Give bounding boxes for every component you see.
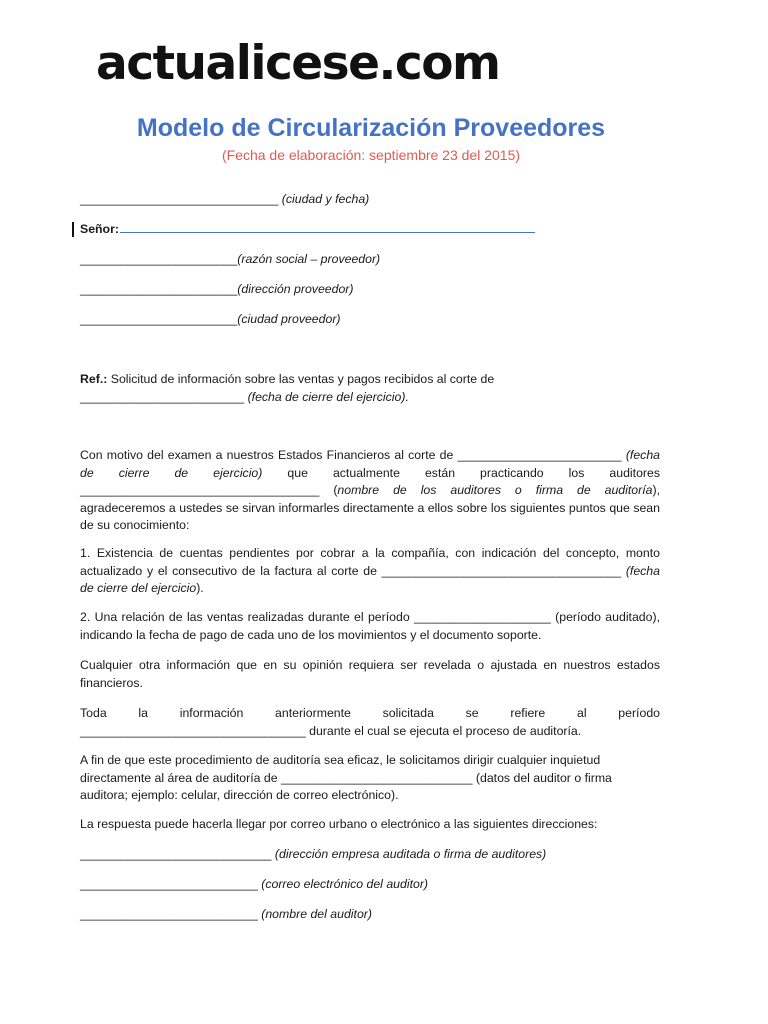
blank-field: _______________________ <box>80 282 238 296</box>
city-date-line <box>80 191 369 208</box>
paragraph-item-1 <box>80 545 660 598</box>
paragraph-other-info: Cualquier otra información que en su opinión requiera ser revelada o ajustada en nuestros estados financieros. <box>80 658 660 690</box>
intro-text: ), agradeceremos a ustedes se sirvan informarles directamente a ellos sobre los siguientes puntos que sean de su conocimiento: <box>80 483 661 532</box>
paragraph-period: Toda la información anteriormente solicitada se refiere al período _________________________________ durante el cual se ejecuta el proceso de auditoría. <box>80 706 660 738</box>
blank-field: __________________________ <box>80 907 258 921</box>
document-subtitle: (Fecha de elaboración: septiembre 23 del 2015) <box>221 147 521 163</box>
auditor-email-label: (correo electrónico del auditor) <box>261 877 429 891</box>
supplier-address-label: (dirección proveedor) <box>237 282 354 296</box>
intro-text: que actualmente están practicando los auditores <box>287 465 660 480</box>
company-address-label: (dirección empresa auditada o firma de auditores) <box>274 847 547 861</box>
supplier-city-line <box>80 311 341 328</box>
item-1-text: 1. Existencia de cuentas pendientes por cobrar a la compañía, con indicación del concepto, monto actualizado y el consecutivo de la factura al corte de ___________________________________ <box>80 546 660 578</box>
recipient-line <box>80 221 535 238</box>
intro-italic: nombre de los auditores o firma de auditoría <box>337 483 653 497</box>
blank-field: _____________________________ <box>80 192 279 206</box>
company-name-line <box>80 251 380 268</box>
paragraph-audit-contact: A fin de que este procedimiento de auditoría sea eficaz, le solicitamos dirigir cualquier inquietud directamente al área de auditoría de ____________________________ (datos del auditor o firma auditora; ejemplo: celular, dirección de correo electrónico). <box>80 753 612 802</box>
document-title: Modelo de Circularización Proveedores <box>136 114 606 142</box>
text-cursor <box>72 222 74 237</box>
item-1-italic: (fecha de cierre del ejercicio <box>80 563 660 595</box>
senor-label: Señor: <box>80 222 119 236</box>
auditor-email-line <box>80 876 428 893</box>
auditor-name-line <box>80 906 372 923</box>
blank-field: ____________________________ <box>80 847 272 861</box>
site-logo: actualicese.com <box>96 36 500 91</box>
supplier-address-line <box>80 281 354 298</box>
reference-text: Solicitud de información sobre las ventas y pagos recibidos al corte de <box>110 372 495 386</box>
paragraph-response: La respuesta puede hacerla llegar por correo urbano o electrónico a las siguientes direcciones: <box>80 817 598 831</box>
company-name-label: (razón social – proveedor) <box>237 252 381 266</box>
city-date-label: (ciudad y fecha) <box>281 192 370 206</box>
paragraph-item-2: 2. Una relación de las ventas realizadas durante el período ____________________ (período auditado), indicando la fecha de pago de cada uno de los movimientos y el documento soporte. <box>80 610 660 642</box>
paragraph-intro <box>80 447 660 535</box>
auditor-name-label: (nombre del auditor) <box>261 907 372 921</box>
reference-paragraph <box>80 371 660 406</box>
blank-field: ________________________ <box>80 389 245 404</box>
reference-label: Ref.: <box>80 372 108 386</box>
intro-text: ___________________________________ ( <box>80 483 338 497</box>
item-1-text: ). <box>196 581 204 595</box>
intro-text: Con motivo del examen a nuestros Estados Financieros al corte de ________________________ <box>80 448 622 462</box>
blank-field: _______________________ <box>80 312 238 326</box>
company-address-line <box>80 846 546 863</box>
supplier-city-label: (ciudad proveedor) <box>237 312 341 326</box>
blank-field: __________________________ <box>80 877 258 891</box>
blank-field: _______________________ <box>80 252 238 266</box>
intro-italic: (fecha de cierre de ejercicio) <box>80 448 661 480</box>
recipient-blank-rule <box>120 232 535 233</box>
reference-note: (fecha de cierre del ejercicio). <box>247 389 409 404</box>
